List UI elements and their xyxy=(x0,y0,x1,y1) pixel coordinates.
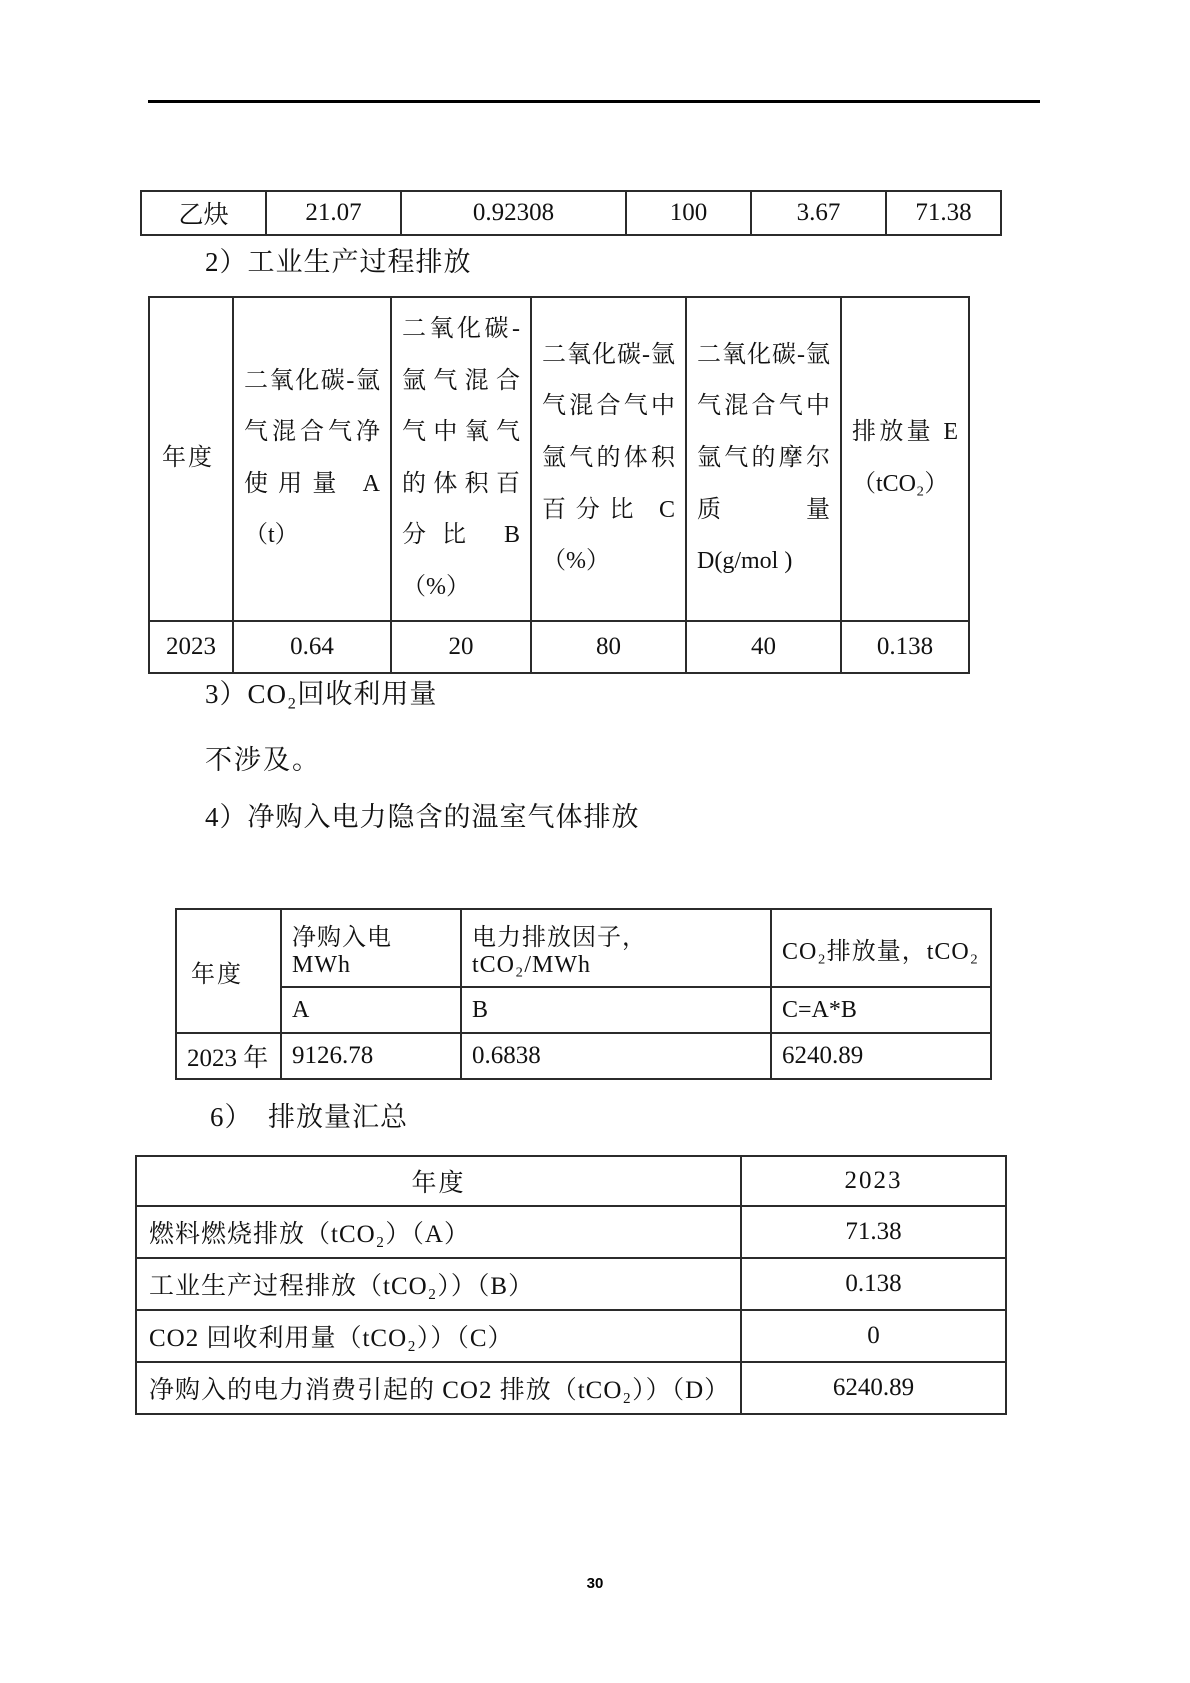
fuel-combustion-value-cell: 71.38 xyxy=(741,1206,1006,1258)
year-cell: 2023 年 xyxy=(176,1033,281,1079)
fuel-value-cell: 71.38 xyxy=(886,191,1001,235)
label-a-cell: A xyxy=(281,987,461,1033)
net-usage-header-cell: 二氧化碳-氩气混合气净使用量 A（t） xyxy=(233,297,391,621)
section2-heading: 2）工业生产过程排放 xyxy=(205,247,472,277)
year-header-cell: 年度 xyxy=(176,909,281,1033)
page-header-rule xyxy=(148,100,1040,103)
industrial-process-value-cell: 0.138 xyxy=(741,1258,1006,1310)
year-header-cell: 年度 xyxy=(149,297,233,621)
argon-molar-mass-header-cell: 二氧化碳-氩气混合气中氩气的摩尔质量 D(g/mol ) xyxy=(686,297,841,621)
industrial-process-table xyxy=(148,296,970,674)
table-header-row xyxy=(136,1156,1006,1206)
emission-factor-header-cell: 电力排放因子，tCO₂/MWh xyxy=(461,909,771,987)
fuel-value-cell: 0.92308 xyxy=(401,191,626,235)
table-header-row xyxy=(176,909,991,987)
co2-emission-cell: 6240.89 xyxy=(771,1033,991,1079)
net-usage-cell: 0.64 xyxy=(233,621,391,673)
argon-volume-pct-header-cell: 二氧化碳-氩气混合气中氩气的体积百分比 C（%） xyxy=(531,297,686,621)
fuel-value-cell: 21.07 xyxy=(266,191,401,235)
table-row xyxy=(136,1310,1006,1362)
argon-molar-mass-cell: 40 xyxy=(686,621,841,673)
emission-e-cell: 0.138 xyxy=(841,621,969,673)
table-header-row xyxy=(149,297,969,621)
co2-recovery-label-cell: CO2 回收利用量（tCO₂））（C） xyxy=(136,1310,741,1362)
purchased-electricity-value-cell: 6240.89 xyxy=(741,1362,1006,1414)
fuel-name-cell: 乙炔 xyxy=(141,191,266,235)
purchased-electricity-table xyxy=(175,908,992,1080)
oxygen-volume-pct-cell: 20 xyxy=(391,621,531,673)
net-purchased-electricity-header-cell: 净购入电 MWh xyxy=(281,909,461,987)
page-number: 30 xyxy=(586,1575,604,1592)
fuel-combustion-table-fragment xyxy=(140,190,1002,236)
section3-body: 不涉及。 xyxy=(205,745,321,775)
table-subheader-row xyxy=(176,987,991,1033)
emission-e-header-cell: 排放量 E（tCO₂） xyxy=(841,297,969,621)
purchased-electricity-label-cell: 净购入的电力消费引起的 CO2 排放（tCO₂））（D） xyxy=(136,1362,741,1414)
table-row xyxy=(136,1362,1006,1414)
year-cell: 2023 xyxy=(149,621,233,673)
table-row xyxy=(176,1033,991,1079)
fuel-value-cell: 3.67 xyxy=(751,191,886,235)
fuel-value-cell: 100 xyxy=(626,191,751,235)
table-row xyxy=(136,1206,1006,1258)
section3-heading: 3）CO₂回收利用量 xyxy=(205,679,438,709)
label-c-formula-cell: C=A*B xyxy=(771,987,991,1033)
argon-volume-pct-cell: 80 xyxy=(531,621,686,673)
label-b-cell: B xyxy=(461,987,771,1033)
table-row xyxy=(136,1258,1006,1310)
year-header-cell: 年度 xyxy=(136,1156,741,1206)
co2-emission-header-cell: CO₂排放量，tCO₂ xyxy=(771,909,991,987)
emissions-summary-table xyxy=(135,1155,1007,1415)
section4-heading: 4）净购入电力隐含的温室气体排放 xyxy=(205,802,640,832)
fuel-combustion-label-cell: 燃料燃烧排放（tCO₂）（A） xyxy=(136,1206,741,1258)
net-purchased-electricity-cell: 9126.78 xyxy=(281,1033,461,1079)
emission-factor-cell: 0.6838 xyxy=(461,1033,771,1079)
table-row xyxy=(149,621,969,673)
table-row xyxy=(141,191,1001,235)
co2-recovery-value-cell: 0 xyxy=(741,1310,1006,1362)
industrial-process-label-cell: 工业生产过程排放（tCO₂））（B） xyxy=(136,1258,741,1310)
section6-heading: 6） 排放量汇总 xyxy=(210,1102,408,1132)
year-value-header-cell: 2023 xyxy=(741,1156,1006,1206)
oxygen-volume-pct-header-cell: 二氧化碳-氩气混合气中氧气的体积百分比 B（%） xyxy=(391,297,531,621)
